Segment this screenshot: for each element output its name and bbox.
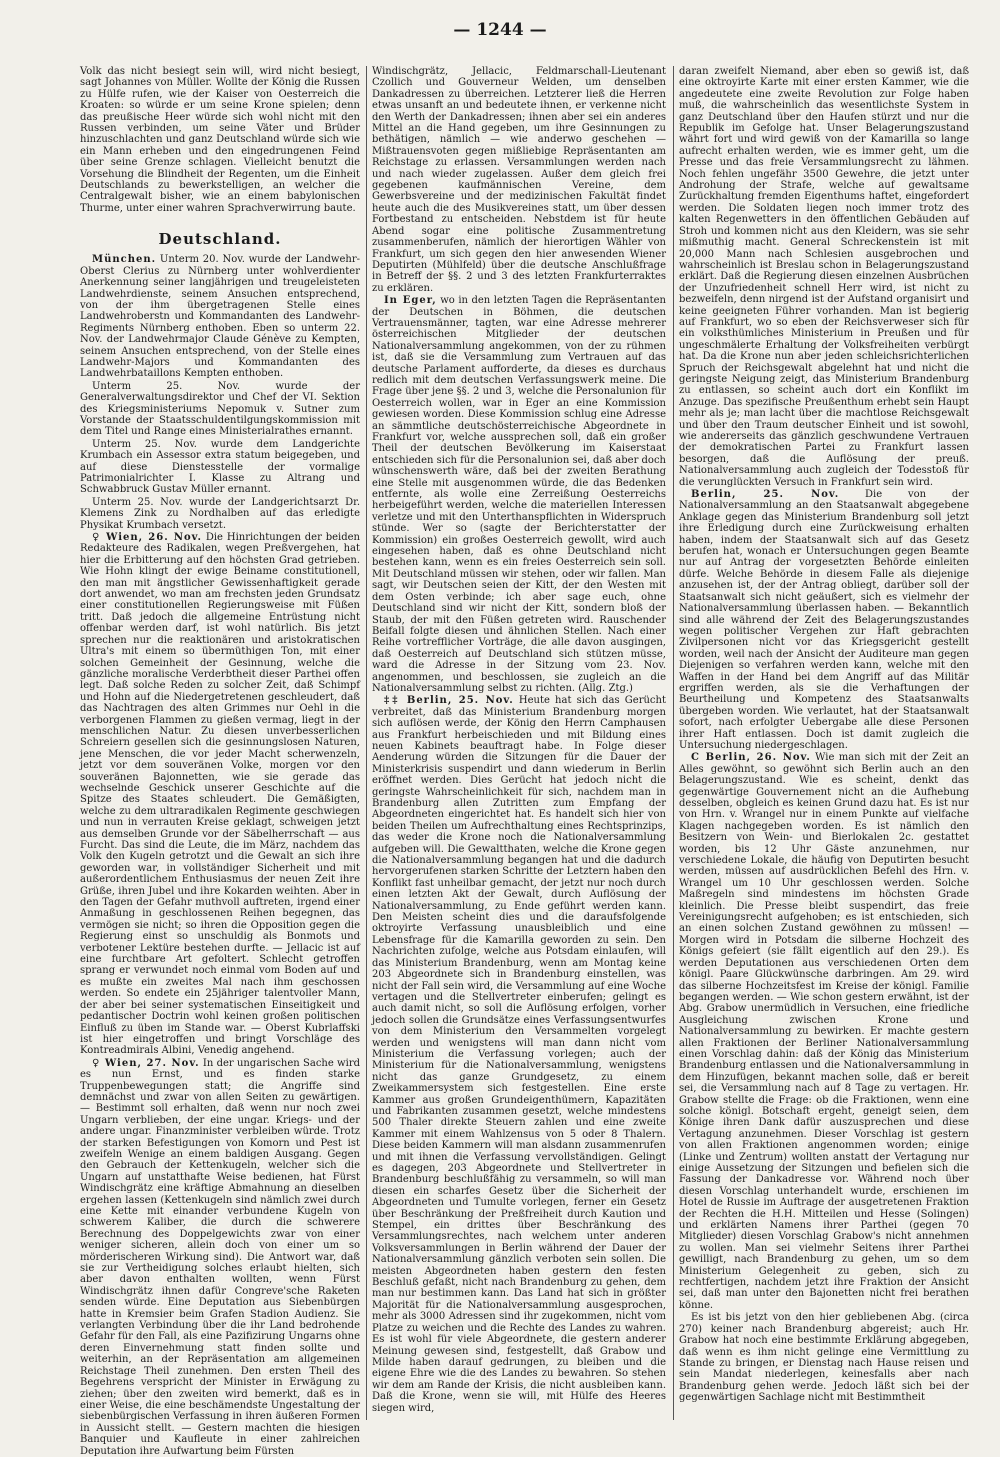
- article-paragraph: Windischgrätz, Jellacic, Feldmarschall-Lieutenant Czollich und Gouverneur Welden, um denselben Dankadressen zu überreichen. Letzterer ließ die Herren etwas unsanft an und bedeutete ihnen, er verkenne nicht den Werth der Dankadressen; ihnen aber sei ein anderes Mittel an die Hand gegeben, um ihre Gesinnungen zu bethätigen, nämlich — wie anderwo geschehen — Mißtrauensvoten gegen mißliebige Repräsentanten am Reichstage zu erlassen. Versammlungen werden nach und nach wieder zugelassen. Außer dem gleich frei gegebenen kaufmännischen Vereine, dem Gewerbsvereine und der medizinischen Fakultät findet heute auch die des Musikvereines statt, um über dessen Fortbestand zu entscheiden. Nebstdem ist für heute Abend sogar eine politische Zusammentretung zusammenberufen, nämlich der hierortigen Wähler von Frankfurt, um sich gegen den hier anwesenden Wiener Deputirten (Mühlfeld) über die deutsche Anschlußfrage in Betreff der §§. 2 und 3 des letzten Frankfurterraktes zu erklären.: [372, 66, 666, 294]
- dateline: In Eger,: [384, 295, 437, 307]
- dateline: Berlin, 25. Nov.: [691, 489, 840, 501]
- article-paragraph: Unterm 25. Nov. wurde der Generalverwaltungsdirektor und Chef der VI. Sektion des Kriegsministeriums Nepomuk v. Sutner zum Vorstande der Staatsschuldentilgungskommission mit dem Titel und Range eines Ministerialrathes ernannt.: [80, 380, 360, 438]
- article-berlin-26: C Berlin, 26. Nov. Wie man sich mit der Zeit an Alles gewöhnt, so gewöhnt sich Berlin auch an den Belagerungszustand. Wie es scheint, denkt das gegenwärtige Gouvernement nicht an die Aufhebung desselben, obgleich es keinen Grund dazu hat. Es ist nur von Hrn. v. Wrangel nur in einem Punkte auf vielfache Klagen nachgegeben worden. Es ist nämlich den Besitzern von Wein- und Bierlokalen 2c. gestattet worden, bis 12 Uhr Gäste anzunehmen, nur verschiedene Lokale, die häufig von Deputirten besucht werden, müssen auf ausdrücklichen Befehl des Hrn. v. Wrangel um 10 Uhr geschlossen werden. Solche Maßregeln sind mindestens im höchsten Grade kleinlich. Die Presse bleibt suspendirt, das freie Vereinigungsrecht aufgehoben; es ist entschieden, sich an einen solchen Zustand gewöhnen zu müssen! — Morgen wird in Potsdam die silberne Hochzeit des Königs gefeiert (sie fällt eigentlich auf den 29.). Es werden Deputationen aus verschiedenen Orten dem königl. Paare Glückwünsche darbringen. Am 29. wird das silberne Hochzeitsfest im Kreise der königl. Familie begangen werden. — Wie schon gestern erwähnt, ist der Abg. Grabow unermüdlich in Versuchen, eine friedliche Ausgleichung zwischen Krone und Nationalversammlung zu bewirken. Er machte gestern allen Fraktionen der Berliner Nationalversammlung einen Vorschlag dahin: daß der König das Ministerium Brandenburg entlassen und die Nationalversammlung in dem Hinzufügen, bekannt machen solle, daß er bereit sei, die Versammlung nach auf 8 Tage zu vertagen. Hr. Grabow stellte die Frage: ob die Fraktionen, wenn eine solche königl. Botschaft ergeht, geneigt seien, dem Könige ihren Dank dafür auszusprechen und diese Vertagung anzunehmen. Dieser Vorschlag ist gestern von allen Fraktionen angenommen worden; einige (Linke und Zentrum) wollten anstatt der Vertagung nur einige Aussetzung der Sitzungen und befielen sich die Fassung der Dankadresse vor. Während noch über diesen Vorschlag unterhandelt wurde, erschienen im Hotel de Russie im Auftrage der ausgetretenen Fraktion der Rechten die H.H. Mitteilen und Hesse (Solingen) und erklärten Namens ihrer Parthei (gegen 70 Mitglieder) diesen Vorschlag Grabow's nicht annehmen zu wollen. Man sei vielmehr Seitens ihrer Parthei gewilligt, nach Brandenburg zu gehen, um so dem Ministerium Gelegenheit zu geben, sich zu rechtfertigen, nachdem jetzt ihre Fraktion der Ansicht sei, daß man unter den Bajonetten nicht frei berathen könne.: [679, 752, 969, 1311]
- article-munich: München. Unterm 20. Nov. wurde der Landwehr-Oberst Clerius zu Nürnberg unter wohlverdienter Anerkennung seiner langjährigen und treugeleisteten Landwehrdienste, seinem Ansuchen entsprechend, von der ihm übergetragenen Stelle eines Landwehroberstn und Kommandanten des Landwehr-Regiments Nürnberg enthoben. Eben so unterm 22. Nov. der Landwehrmajor Claude Génève zu Kempten, seinem Ansuchen entsprechend, von der Stelle eines Landwehr-Majors und Kommandanten des Landwehrbataillons Kempten enthoben.: [80, 254, 361, 380]
- article-eger: In Eger, wo in den letzten Tagen die Repräsentanten der Deutschen in Böhmen, die deutschen Vertrauensmänner, tagten, war eine Adresse mehrerer österreichischen Mitglieder der deutschen Nationalversammlung angekommen, von der zu rühmen ist, daß sie die Versammlung zum Vertrauen auf das deutsche Parlament aufforderte, da dieses es durchaus redlich mit dem deutschen Verfassungswerk meine. Die Frage über jene §§. 2 und 3, welche die Personalunion für Oesterreich wollen, war in Eger an eine Kommission gewiesen worden. Diese Kommission schlug eine Adresse an sämmtliche deutschösterreichische Abgeordnete in Frankfurt vor, welche aussprechen soll, daß ein großer Theil der deutschen Bevölkerung im Kaiserstaat entschieden sich für die Personalunion sei, daß aber doch wünschenswerth wäre, daß bei der zweiten Berathung eine Stelle mit ausgenommen würde, die das Bedenken entfernte, als wolle eine Zerreißung Oesterreichs herbeigeführt werden, welche die materiellen Interessen verletze und mit den Unterthanspflichten in Widerspruch stünde. Wer so (sagte der Berichterstatter der Kommission) ein großes Oesterreich gewollt, wird auch eingesehen haben, daß es ohne Deutschland nicht bestehen kann, wenn es ein freies Oesterreich sein soll. Mit Deutschland müssen wir stehen, oder wir fallen. Man sagt, wir Deutschen seien der Kitt, der den Westen mit dem Osten verbinde; ich aber sage euch, ohne Deutschland sind wir nicht der Kitt, sondern bloß der Staub, der mit den Füßen getreten wird. Rauschender Beifall folgte diesen und ähnlichen Stellen. Nach einer Reihe vortrefflicher Vorträge, die alle davon ausgingen, daß Oesterreich auf Deutschland sich stützen müsse, ward die Adresse in der Sitzung vom 23. Nov. angenommen, und beschlossen, sie zugleich an die Nationalversammlung selbst zu richten. (Allg. Ztg.): [372, 295, 666, 694]
- article-paragraph: Unterm 25. Nov. wurde der Landgerichtsarzt Dr. Klemens Zink zu Nordhalben auf das erledigte Physikat Krumbach versetzt.: [80, 496, 360, 531]
- article-paragraph: Es ist bis jetzt von den hier gebliebenen Abg. (circa 270) keiner nach Brandenburg abgereist; auch Hr. Grabow hat noch eine bestimmte Erklärung abgegeben, daß wenn es ihm nicht gelinge eine Vermittlung zu Stande zu bringen, er Dienstag nach Hause reisen und sein Mandat niederlegen, keinesfalls aber nach Brandenburg gehen werde. Jedoch läßt sich bei der gegenwärtigen Sachlage nicht mit Bestimmtheit: [679, 1312, 969, 1404]
- article-paragraph: Unterm 25. Nov. wurde dem Landgerichte Krumbach ein Assessor extra statum beigegeben, und auf diese Dienstesstelle der vormalige Patrimonialrichter I. Klasse zu Altrang und Schwabbruck Gustav Müller ernannt.: [80, 438, 360, 496]
- article-vienna-26: ♀ Wien, 26. Nov. Die Hinrichtungen der beiden Redakteure des Radikalen, wegen Preßvergehen, hat hier die Erbitterung auf den höchsten Grad getrieben. Wie Hohn klingt der ewige Beiname constitutionell, den man mit ängstlicher Gewissenhaftigkeit gerade dort anwendet, wo man am frechsten jeden Grundsatz einer constitutionellen Regierungsweise mit Füßen tritt. Daß jedoch die allgemeine Entrüstung nicht offenbar werden darf, ist wohl natürlich. Bis jetzt sprechen nur die reaktionären und aristokratischen Ultra's mit einem so übermüthigen Ton, mit einer solchen Gemeinheit der Gesinnung, welche die gänzliche moralische Verderbtheit dieser Parthei offen legt. Daß solche Reden zu solcher Zeit, daß Schimpf und Hohn auf die Niedergetretenen geschleudert, daß das Nachtragen des alten Grimmes nur Oehl in die verborgenen Flammen zu gießen vermag, liegt in der menschlichen Natur. Zu diesen unverbesserlichen Schreiern gesellen sich die gesinnungslosen Naturen, jene Menschen, die vor jeder Macht scherwenzeln, jetzt vor dem souveränen Volke, morgen vor den souveränen Bajonnetten, wie sie gerade das wechselnde Geschick unserer Geschichte auf die Spitze des Staates schleudert. Die Gemäßigten, welche zu dem ultraradikalen Regimente geschwiegen und nun in verrauten Kreise geklagt, schweigen jetzt aus demselben Grunde vor der Säbelherrschaft — aus Furcht. Das sind die Leute, die im März, nachdem das Volk den Kugeln getrotzt und die Gewalt an sich ihre geworden war, in vollständiger Sicherheit und mit außerordentlichem Enthusiasmus der neuen Zeit ihre Grüße, ihren Jubel und ihre Kokarden weihten. Aber in den Tagen der Gefahr muthvoll auftreten, irgend einer Anmaßung in geschlossenen Reihen begegnen, das vermögen sie nicht; so ihren die Opposition gegen die Regierung einst so unschuldig als Bonmots und verbotener Lektüre bestehen durfte. — Jellacic ist auf eine furchtbare Art gefoltert. Schlecht getroffen sprang er verwundet noch einmal vom Boden auf und es mußte ein zweites Mal nach ihm geschossen werden. So endete ein 25jähriger talentvoller Mann, der aber bei seiner systematischen Einseitigkeit und pedantischer Doctrin wohl keinen großen politischen Einfluß zu üben im Stande war. — Oberst Kubrlaffski ist hier eingetroffen und bringt Vorschläge des Kontreadmirals Albini, Venedig angehend.: [80, 532, 360, 1057]
- column-divider: [673, 66, 674, 1420]
- article-paragraph: daran zweifelt Niemand, aber eben so gewiß ist, daß eine oktroyirte Karte mit einer ersten Kammer, wie die angedeutete eine zweite Revolution zur Folge haben muß, die wahrscheinlich das wesentlichste System in ganz Deutschland über den Haufen stürzt und nur die Republik im Gefolge hat. Unser Belagerungszustand währt fort und wird gewiß von der Kamarilla so lange aufrecht erhalten werden, wie es immer geht, um die Presse und das freie Versammlungsrecht zu lähmen. Noch fehlen ungefähr 3500 Gewehre, die jetzt unter Androhung der Strafe, welche auf gewaltsame Zurückhaltung fremden Eigenthums haftet, eingefordert werden. Die Soldaten liegen noch immer trotz des kalten Regenwetters in den öffentlichen Gebäuden auf Stroh und kommen nicht aus den Kleidern, was sie sehr mißmuthig macht. General Schreckenstein ist mit 20,000 Mann nach Schlesien ausgebrochen und wahrscheinlich ist Breslau schon in Belagerungszustand erklärt. Daß die Regierung diesen einzelnen Ausbrüchen der Unzufriedenheit schnell Herr wird, ist nicht zu bezweifeln, denn nirgend ist der Aufstand organisirt und keine geeigneten Führer vorhanden. Man ist begierig auf Frankfurt, wo so eben der Reichsverweser sich für ein volksthümliches Ministerium in Preußen und für ungeschmälerte Erhaltung der Volksfreiheiten verbürgt hat. Da die Krone nun aber jeden schleichsrichterlichen Spruch der Reichsgewalt abgelehnt hat und nicht die geringste Neigung zeigt, das Ministerium Brandenburg zu entlassen, so scheint auch dort ein Konflikt im Anzuge. Das spezifische Preußenthum erhebt sein Haupt mehr als je; man lacht über die machtlose Reichsgewalt und über den Traum deutscher Einheit und ist sowohl, wie andererseits das gänzlich geschwundene Vertrauen der demokratischen Partei zu Frankfurt lassen besorgen, daß die Auflösung der preuß. Nationalversammlung auch zugleich der Todesstoß für die verunglückten Versuch in Frankfurt sein wird.: [679, 66, 969, 488]
- dateline: ‡‡ Berlin, 25. Nov.: [384, 695, 514, 707]
- column-left: [80, 66, 361, 1457]
- dateline: ♀ Wien, 26. Nov.: [92, 532, 202, 544]
- dateline: München.: [92, 254, 157, 266]
- article-vienna-27: ♀ Wien, 27. Nov. In der ungarischen Sache wird es nun Ernst, und es finden starke Truppenbewegungen statt; die Angriffe sind demnächst und zwar von allen Seiten zu gewärtigen. — Bestimmt soll erhalten, daß wenn nur noch zwei Ungarn verblieben, der eine ungar. Kriegs- und der andere ungar. Finanzminister verbleiben würde. Trotz der starken Befestigungen von Komorn und Pest ist zweifeln Wenige an einem baldigen Ausgang. Gegen den Gebrauch der Kettenkugeln, welcher sich die Ungarn auf unstatthafte Weise bedienen, hat Fürst Windischgrätz eine kräftige Abmahnung an dieselben ergehen lassen (Kettenkugeln sind nämlich zwei durch eine Kette mit einander verbundene Kugeln von schwerem Kaliber, die durch die schwerere Berechnung des Doppelgewichts zwar von einer weniger sicheren, allein doch von einer um so mörderischeren Wirkung sind). Die Antwort war, daß sie zur Vertheidigung solches erlaubt hielten, sich aber davon enthalten wollten, wenn Fürst Windischgrätz ihnen dafür Congreve'sche Raketen senden würde. Eine Deputation aus Siebenbürgen hatte in Kremsier beim Grafen Stadion Audienz. Sie verlangten Verbindung über die ihr Land bedrohende Gefahr für den Fall, als eine Pazifizirung Ungarns ohne deren Einvernehmung statt finden sollte und weiterhin, an der Repräsentation am allgemeinen Reichstage Theil zunehmen. Den ersten Theil des Begehrens verspricht der Minister in Erwägung zu ziehen; über den zweiten wird bemerkt, daß es in einer Weise, die eine beschämendste Ungestaltung der siebenbürgischen Verfassung in ihren äußeren Formen in Aussicht stellt. — Gestern machten die hiesigen Banquier und Kaufleute in einer zahlreichen Deputation ihre Aufwartung beim Fürsten: [80, 1057, 361, 1457]
- article-berlin-25b: Berlin, 25. Nov. Die von der Nationalversammlung an den Staatsanwalt abgegebene Anklage gegen das Ministerium Brandenburg soll jetzt ihre Erledigung durch eine Zurückweisung erhalten haben, indem der Staatsanwalt sich auf das Gesetz berufen hat, wonach er Untersuchungen gegen Beamte nur auf Antrag der vorgesetzten Behörde einleiten dürfe. Welche Behörde in diesem Falle als diejenige anzusehen ist, der der Antrag obliegt, darüber soll der Staatsanwalt sich nicht geäußert, sich es vielmehr der Nationalversammlung überlassen haben. — Bekanntlich sind alle während der Zeit des Belagerungszustandes wegen politischer Vergehen zur Haft gebrachten Zivilpersonen nicht vor das Kriegsgericht gestellt worden, weil nach der Ansicht der Auditeure man gegen Diejenigen so verfahren werden kann, welche mit den Waffen in der Hand bei dem Angriff auf das Militär ergriffen werden, als sie die Verhaftungen der Beurtheilung und Kompetenz des Staatsanwalts übergeben worden. Wie verlautet, hat der Staatsanwalt sofort, nach erfolgter Uebergabe alle diese Personen ihrer Haft entlassen. Doch ist damit zugleich die Untersuchung niedergeschlagen.: [679, 489, 970, 751]
- column-divider: [366, 66, 367, 1420]
- intro-paragraph: Volk das nicht besiegt sein will, wird nicht besiegt, sagt Johannes von Müller. Wollte der König die Russen zu Hülfe rufen, wie der Kaiser von Oesterreich die Kroaten: so würde er um seine Krone spielen; denn das preußische Heer würde sich wohl nicht mit den Russen verbinden, um seine Väter und Brüder hinzuschlachten und ganz Deutschland würde sich wie ein Mann erheben und den eingedrungenen Feind über seine Grenze schlagen. Vielleicht benutzt die Vorsehung die Blindheit der Regenten, um die Einheit Deutschlands zu bewerkstelligen, an welcher die Centralgewalt bisher, wie an einem babylonischen Thurme, unter einer wahren Sprachverwirrung baute.: [80, 66, 360, 214]
- column-middle: [372, 66, 666, 1420]
- article-berlin-25: ‡‡ Berlin, 25. Nov. Heute hat sich das Gerücht verbreitet, daß das Ministerium Brandenburg morgen sich auflösen werde, der König den Herrn Camphausen aus Frankfurt herbeischieden und mit Bildung eines neuen Kabinets beauftragt habe. In Folge dieser Aenderung würden die Sitzungen für die Dauer der Ministerkrisis suspendirt und dann wiederum in Berlin eröffnet werden. Dies Gerücht hat jedoch nicht die geringste Wahrscheinlichkeit für sich, nachdem man in Brandenburg allen Zutritten zum Empfang der Abgeordneten eingerichtet hat. Es handelt sich hier von beiden Theilen um Aufrechthaltung eines Rechtsprinzips, das weder die Krone noch die Nationalversammlung aufgeben will. Die Gewaltthaten, welche die Krone gegen die Nationalversammlung begangen hat und die dadurch hervorgerufenen starken Schritte der Letztern haben den Konflikt fast unheilbar gemacht, der jetzt nur noch durch einen letzten Akt der Gewalt, durch Auflösung der Nationalversammlung, zu Ende geführt werden kann. Den Meisten scheint dies und die daraufsfolgende oktroyirte Verfassung unausbleiblich und eine Lebensfrage für die Kamarilla geworden zu sein. Den Nachrichten zufolge, welche aus Potsdam einlaufen, will das Ministerium Brandenburg, wenn am Montag keine 203 Abgeordnete sich in Brandenburg einstellen, was nicht der Fall sein wird, die Versammlung auf eine Woche vertagen und die Stellvertreter einberufen; gelingt es auch damit nicht, so soll die Auflösung erfolgen, vorher jedoch sollen die Grundsätze eines Verfassungsentwurfes von dem Ministerium den Versammelten vorgelegt werden und wenigstens will man dann nicht vom Ministerium die Verfassung vorlegen; auch der Ministerium für die Nationalversammlung, wenigstens nicht das ganze Grundgesetz, zu einem Zweikammersystem sich festgestellen. Eine erste Kammer aus großen Grundeigenthümern, Kapazitäten und Fabrikanten zusammen gesetzt, welche mindestens 500 Thaler direkte Steuern zahlen und eine zweite Kammer mit einem Wahlzensus von 5 oder 8 Thalern. Diese beiden Kammern will man alsdann zusammenrufen und mit ihnen die Verfassung vervollständigen. Gelingt es dagegen, 203 Abgeordnete und Stellvertreter in Brandenburg beschlußfähig zu versammeln, so will man diesen ein scharfes Gesetz über die Sicherheit der Abgeordneten und Tumulte vorlegen, ferner ein Gesetz über Beschränkung der Preßfreiheit durch Kaution und Stempel, ein drittes über Beschränkung des Versammlungsrechtes, nach welchem unter anderen Volksversammlungen in Berlin während der Dauer der Nationalversammlung gänzlich verboten sein sollen. Die meisten Abgeordneten haben gestern den festen Beschluß gefaßt, nicht nach Brandenburg zu gehen, dem man nur bestimmen kann. Das Land hat sich in größter Majorität für die Nationalversammlung ausgesprochen, mehr als 3000 Adressen sind ihr zugekommen, nicht vom Platze zu weichen und die Rechte des Landes zu wahren. Es ist wohl für viele Abgeordnete, die gestern anderer Meinung gewesen sind, festgestellt, daß Grabow und Milde haben darauf gedrungen, zu bleiben und die eigene Ehre wie die des Landes zu bewahren. So stehen wir dem am Rande der Krisis, die nicht ausbleiben kann. Daß die Krone, wenn sie will, mit Hülfe des Heeres siegen wird,: [372, 695, 666, 1414]
- column-right: [679, 66, 969, 1420]
- page-number: — 1244 —: [453, 20, 547, 40]
- dateline: C Berlin, 26. Nov.: [691, 752, 811, 764]
- section-heading: Deutschland.: [158, 230, 282, 249]
- dateline: ♀ Wien, 27. Nov.: [92, 1057, 200, 1069]
